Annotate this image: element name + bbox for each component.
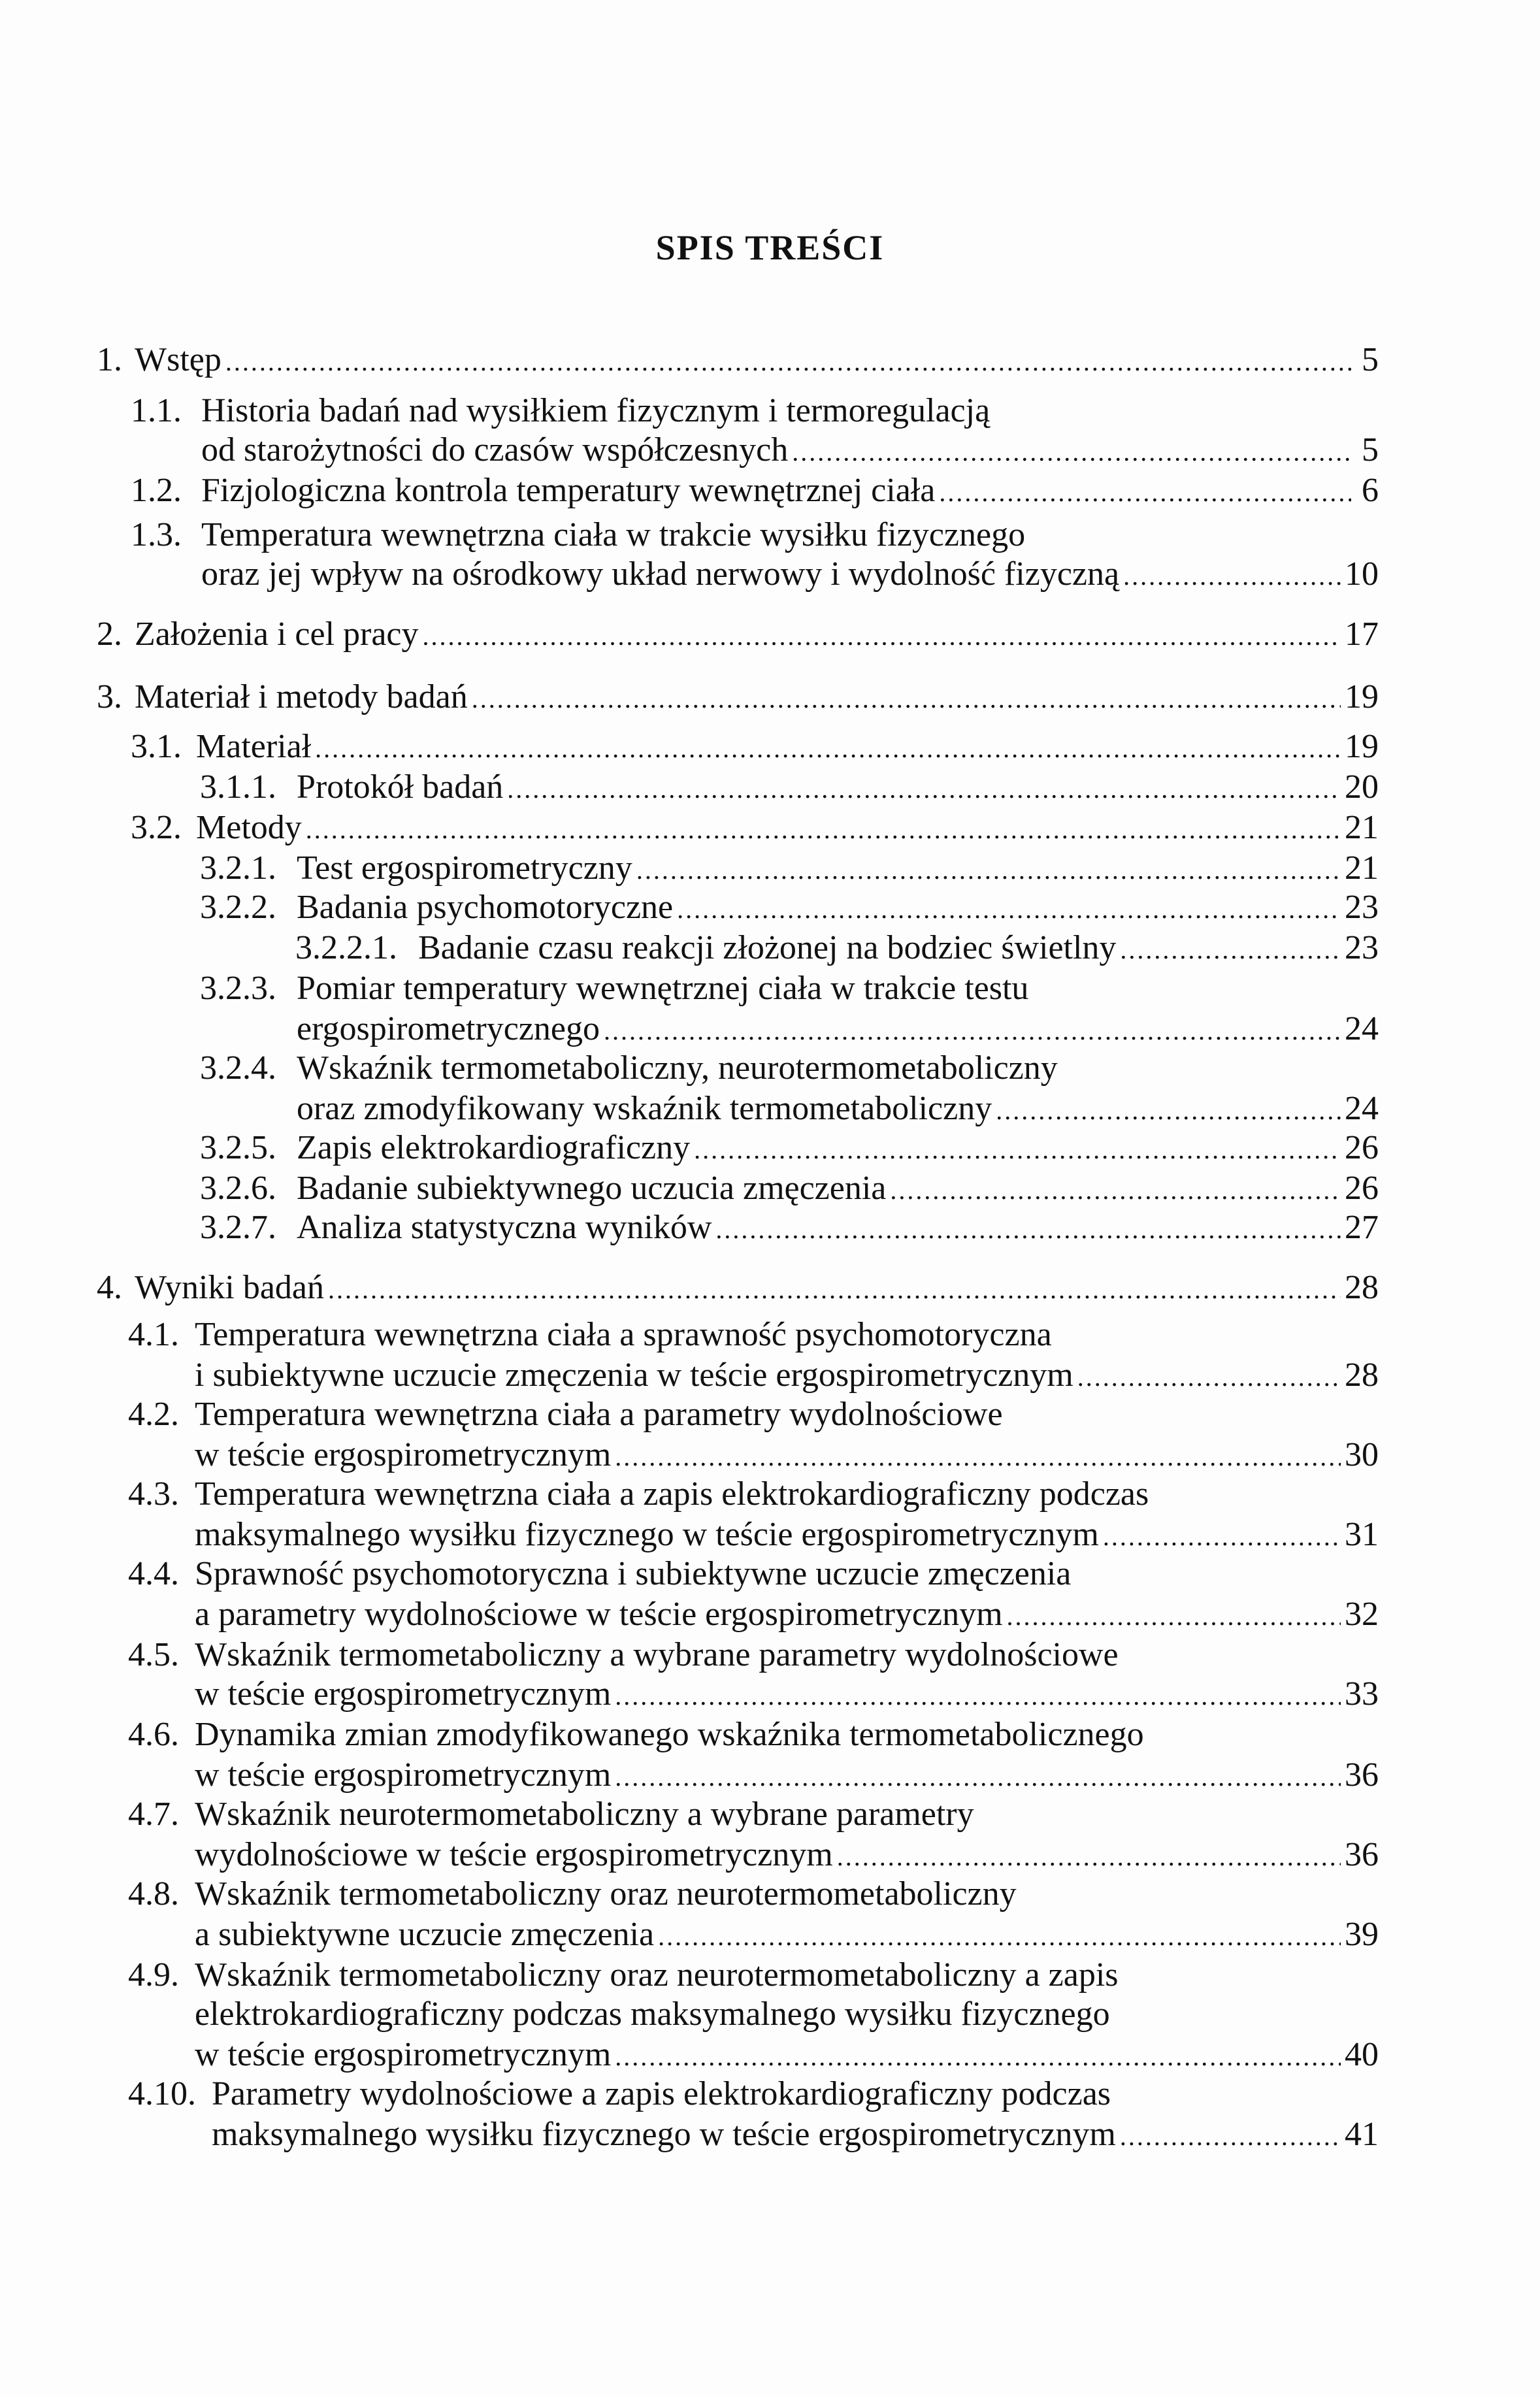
toc-leader-dots (604, 1011, 1341, 1051)
toc-entry (128, 1315, 1379, 1355)
toc-entry-title: wydolnościowe w teście ergospirometrycznym (195, 1836, 833, 1873)
toc-entry-title: maksymalnego wysiłku fizycznego w teście ergospirometrycznym (195, 1516, 1099, 1553)
page-title: SPIS TREŚCI (655, 228, 885, 267)
toc-leader-dots (677, 889, 1341, 930)
toc-entry-title: Materiał i metody badań (135, 678, 468, 715)
toc-entry-number: 2. (97, 615, 122, 653)
toc-entry-page: 32 (1345, 1596, 1379, 1633)
toc-entry (131, 808, 1379, 848)
toc-entry-page: 28 (1345, 1269, 1379, 1306)
toc-entry (195, 1994, 1379, 2035)
toc-entry-number: 4.5. (128, 1636, 179, 1673)
toc-leader-dots (1120, 2116, 1341, 2157)
toc-entry (128, 1715, 1379, 1755)
toc-entry (97, 614, 1379, 655)
toc-entry-number: 3.2.5. (200, 1129, 276, 1166)
toc-entry-number: 4. (97, 1269, 122, 1306)
toc-entry (200, 1207, 1379, 1248)
toc-entry (200, 767, 1379, 808)
toc-entry-number: 1.1. (131, 392, 182, 429)
toc-leader-dots (1077, 1357, 1341, 1398)
toc-entry (297, 1009, 1379, 1049)
toc-entry-title: Temperatura wewnętrzna ciała a zapis elektrokardiograficzny podczas (195, 1475, 1149, 1513)
toc-entry-number: 4.7. (128, 1796, 179, 1833)
toc-leader-dots (423, 616, 1341, 657)
toc-leader-dots (225, 342, 1351, 382)
toc-leader-dots (615, 1676, 1341, 1716)
toc-entry-number: 1.2. (131, 472, 182, 509)
toc-leader-dots (315, 729, 1341, 769)
toc-entry (131, 727, 1379, 767)
toc-leader-dots (658, 1916, 1341, 1957)
toc-entry-title: Temperatura wewnętrzna ciała a parametry wydolnościowe (195, 1396, 1003, 1433)
toc-entry-title: Historia badań nad wysiłkiem fizycznym i termoregulacją (201, 392, 991, 429)
toc-leader-dots (694, 1130, 1341, 1170)
toc-entry-title: Temperatura wewnętrzna ciała w trakcie wysiłku fizycznego (201, 516, 1026, 553)
toc-entry-page: 19 (1345, 728, 1379, 765)
toc-entry (212, 2114, 1379, 2155)
toc-entry-title: Test ergospirometryczny (297, 849, 632, 887)
toc-entry-title: oraz jej wpływ na ośrodkowy układ nerwowy i wydolność fizyczną (201, 555, 1120, 593)
toc-entry-number: 3.2.2. (200, 889, 276, 926)
toc-entry (128, 1794, 1379, 1835)
toc-entry-title: Wskaźnik termometaboliczny oraz neurotermometaboliczny (195, 1875, 1017, 1912)
toc-entry-page: 27 (1345, 1209, 1379, 1246)
toc-entry-number: 3.1.1. (200, 768, 276, 806)
toc-entry-title: i subiektywne uczucie zmęczenia w teście ergospirometrycznym (195, 1356, 1073, 1394)
toc-entry-page: 21 (1345, 849, 1379, 887)
toc-entry-title: w teście ergospirometrycznym (195, 1756, 612, 1794)
toc-entry-number: 3.2.6. (200, 1170, 276, 1207)
toc-entry-number: 3.2.3. (200, 970, 276, 1007)
toc-entry (128, 1635, 1379, 1675)
toc-entry (200, 1168, 1379, 1209)
toc-entry-title: Badania psychomotoryczne (297, 889, 674, 926)
toc-entry (195, 1835, 1379, 1875)
toc-leader-dots (306, 810, 1341, 850)
toc-entry-number: 4.1. (128, 1316, 179, 1353)
toc-entry-title: Metody (196, 809, 302, 846)
toc-leader-dots (1120, 930, 1341, 970)
toc-entry-title: w teście ergospirometrycznym (195, 1436, 612, 1473)
toc-entry-title: oraz zmodyfikowany wskaźnik termometaboliczny (297, 1090, 992, 1127)
toc-entry-page: 20 (1345, 768, 1379, 806)
toc-entry-title: Materiał (196, 728, 312, 765)
toc-entry-title: Badanie czasu reakcji złożonej na bodziec świetlny (418, 929, 1117, 966)
toc-entry-page: 26 (1345, 1170, 1379, 1207)
toc-entry (97, 1268, 1379, 1308)
toc-entry-title: Założenia i cel pracy (135, 615, 419, 653)
toc-entry-title: a subiektywne uczucie zmęczenia (195, 1916, 655, 1953)
toc-leader-dots (1103, 1517, 1341, 1557)
toc-entry-number: 3.2.4. (200, 1049, 276, 1087)
toc-leader-dots (636, 850, 1341, 891)
toc-entry-title: Pomiar temperatury wewnętrznej ciała w trakcie testu (297, 970, 1029, 1007)
toc-entry (131, 515, 1379, 555)
toc-entry (195, 2035, 1379, 2075)
toc-entry-page: 31 (1345, 1516, 1379, 1553)
toc-leader-dots (615, 1757, 1341, 1797)
toc-entry-title: Dynamika zmian zmodyfikowanego wskaźnika termometabolicznego (195, 1716, 1144, 1753)
toc-entry-number: 4.6. (128, 1716, 179, 1753)
toc-entry-title: elektrokardiograficzny podczas maksymalnego wysiłku fizycznego (195, 1995, 1110, 2033)
toc-entry-page: 41 (1345, 2116, 1379, 2153)
toc-entry (128, 2074, 1379, 2114)
toc-entry-page: 24 (1345, 1090, 1379, 1127)
toc-leader-dots (1007, 1596, 1341, 1637)
toc-entry-title: Temperatura wewnętrzna ciała a sprawność psychomotoryczna (195, 1316, 1052, 1353)
toc-leader-dots (507, 769, 1341, 810)
toc-entry-number: 4.2. (128, 1396, 179, 1433)
toc-entry-number: 1.3. (131, 516, 182, 553)
toc-entry-title: Protokół badań (297, 768, 504, 806)
toc-entry (128, 1474, 1379, 1515)
toc-entry-title: ergospirometrycznego (297, 1010, 600, 1047)
toc-entry (195, 1674, 1379, 1715)
toc-entry-number: 3.2.1. (200, 849, 276, 887)
toc-leader-dots (615, 2037, 1341, 2077)
toc-entry (200, 968, 1379, 1009)
toc-entry-page: 23 (1345, 929, 1379, 966)
toc-entry-page: 19 (1345, 678, 1379, 715)
toc-entry-page: 5 (1362, 431, 1379, 468)
toc-entry-title: a parametry wydolnościowe w teście ergospirometrycznym (195, 1596, 1003, 1633)
toc-entry-title: Fizjologiczna kontrola temperatury wewnętrznej ciała (201, 472, 936, 509)
toc-entry-page: 36 (1345, 1836, 1379, 1873)
toc-entry-title: Zapis elektrokardiograficzny (297, 1129, 691, 1166)
toc-entry (97, 340, 1379, 380)
toc-entry-number: 3. (97, 678, 122, 715)
toc-entry (195, 1755, 1379, 1796)
toc-entry (195, 1914, 1379, 1955)
toc-entry-number: 3.1. (131, 728, 182, 765)
toc-entry-number: 4.10. (128, 2075, 196, 2112)
toc-entry (131, 470, 1379, 511)
toc-entry (201, 554, 1379, 595)
toc-entry (195, 1594, 1379, 1635)
toc-entry (200, 1048, 1379, 1089)
toc-entry (195, 1355, 1379, 1396)
toc-entry-title: Sprawność psychomotoryczna i subiektywne uczucie zmęczenia (195, 1555, 1072, 1592)
toc-entry-number: 1. (97, 341, 122, 378)
toc-entry-page: 26 (1345, 1129, 1379, 1166)
toc-entry-title: w teście ergospirometrycznym (195, 2036, 612, 2073)
toc-leader-dots (715, 1209, 1341, 1250)
toc-leader-dots (837, 1837, 1341, 1877)
toc-entry (200, 1128, 1379, 1168)
toc-entry-page: 21 (1345, 809, 1379, 846)
toc-entry-page: 39 (1345, 1916, 1379, 1953)
toc-leader-dots (996, 1091, 1341, 1131)
toc-entry-page: 6 (1362, 472, 1379, 509)
toc-entry-number: 3.2.7. (200, 1209, 276, 1246)
toc-entry-page: 36 (1345, 1756, 1379, 1794)
toc-leader-dots (472, 679, 1341, 719)
toc-leader-dots (939, 472, 1351, 513)
toc-entry-page: 40 (1345, 2036, 1379, 2073)
toc-entry (200, 887, 1379, 928)
toc-entry-number: 4.4. (128, 1555, 179, 1592)
toc-entry (295, 928, 1379, 968)
toc-entry-title: maksymalnego wysiłku fizycznego w teście ergospirometrycznym (212, 2116, 1116, 2153)
toc-entry-title: od starożytności do czasów współczesnych (201, 431, 789, 468)
toc-entry-page: 30 (1345, 1436, 1379, 1473)
toc-entry-title: Wyniki badań (135, 1269, 325, 1306)
toc-leader-dots (792, 432, 1351, 472)
toc-entry-title: Wskaźnik termometaboliczny, neurotermometaboliczny (297, 1049, 1058, 1087)
toc-leader-dots (615, 1437, 1341, 1477)
toc-entry (131, 391, 1379, 431)
toc-entry (200, 848, 1379, 889)
toc-leader-dots (890, 1170, 1341, 1211)
toc-entry (128, 1394, 1379, 1435)
toc-entry-page: 17 (1345, 615, 1379, 653)
toc-entry-page: 5 (1362, 341, 1379, 378)
toc-entry-title: Wskaźnik neurotermometaboliczny a wybrane parametry (195, 1796, 974, 1833)
toc-entry-title: Wskaźnik termometaboliczny oraz neurotermometaboliczny a zapis (195, 1956, 1119, 1994)
toc-entry-page: 33 (1345, 1675, 1379, 1713)
toc-entry-number: 3.2. (131, 809, 182, 846)
toc-entry (201, 430, 1379, 470)
toc-entry-title: Wskaźnik termometaboliczny a wybrane parametry wydolnościowe (195, 1636, 1119, 1673)
toc-entry (128, 1554, 1379, 1594)
toc-entry-page: 28 (1345, 1356, 1379, 1394)
toc-entry-title: Analiza statystyczna wyników (297, 1209, 712, 1246)
toc-entry-page: 10 (1345, 555, 1379, 593)
toc-entry-number: 4.8. (128, 1875, 179, 1912)
toc-entry-page: 24 (1345, 1010, 1379, 1047)
toc-entry (128, 1955, 1379, 1995)
toc-entry-title: w teście ergospirometrycznym (195, 1675, 612, 1713)
toc-entry-title: Parametry wydolnościowe a zapis elektrokardiograficzny podczas (212, 2075, 1111, 2112)
toc-entry-number: 4.9. (128, 1956, 179, 1994)
toc-entry-title: Badanie subiektywnego uczucia zmęczenia (297, 1170, 887, 1207)
toc-leader-dots (328, 1270, 1341, 1310)
toc-entry (128, 1874, 1379, 1914)
toc-entry (195, 1435, 1379, 1475)
toc-entry-number: 4.3. (128, 1475, 179, 1513)
toc-entry (195, 1515, 1379, 1555)
toc-entry-title: Wstęp (135, 341, 221, 378)
toc-leader-dots (1123, 556, 1341, 597)
toc-entry-page: 23 (1345, 889, 1379, 926)
toc-entry-number: 3.2.2.1. (295, 929, 397, 966)
toc-entry (297, 1089, 1379, 1129)
toc-entry (97, 677, 1379, 717)
